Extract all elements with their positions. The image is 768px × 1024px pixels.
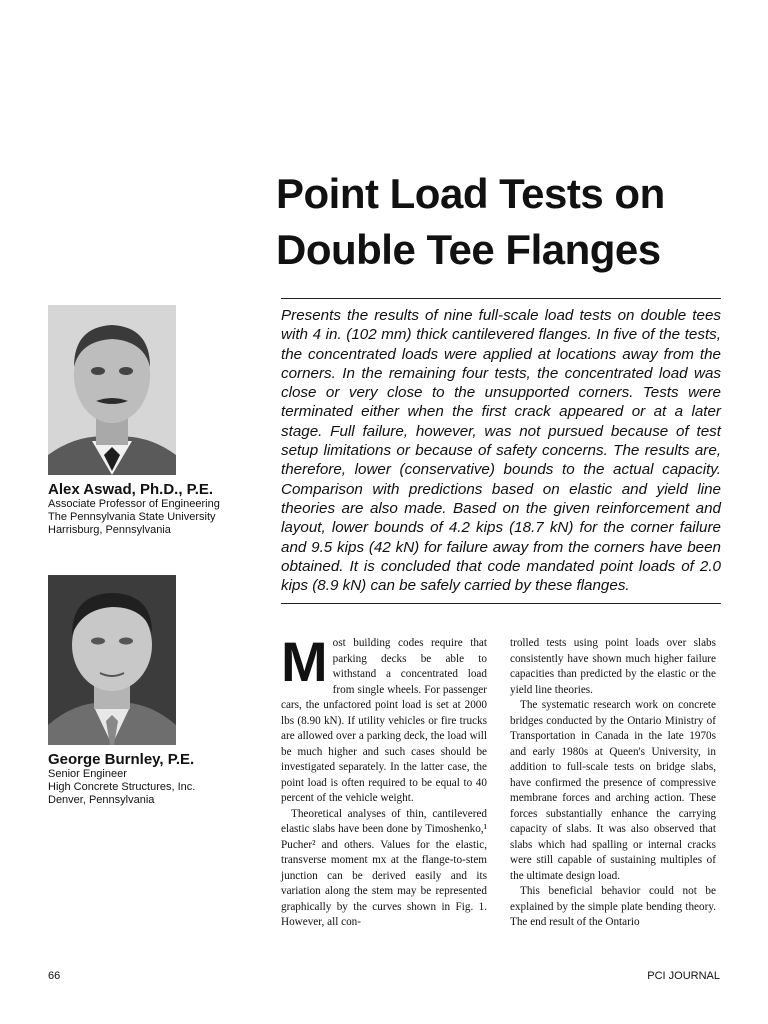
journal-name: PCI JOURNAL	[647, 970, 720, 982]
paragraph-text: ost building codes require that parking decks be able to withstand a concentrated load from single wheels. For passenger cars, the unfactored point load is set at 2000 lbs (8.90 kN). If utility vehicles or fire trucks are allowed over a parking deck, the load will be much higher and such cases should be investigated separately. In the latter case, the point load is often required to be equal to 40 percent of the vehicle weight.	[281, 637, 487, 804]
page-number: 66	[48, 970, 61, 982]
drop-cap: M	[281, 630, 328, 693]
author-photo-1	[48, 305, 176, 475]
author-location: Harrisburg, Pennsylvania	[48, 524, 171, 536]
body-column-1	[281, 630, 487, 931]
paragraph	[281, 630, 487, 807]
author-name: George Burnley, P.E.	[48, 751, 195, 768]
body-column-2	[510, 636, 716, 931]
author-name: Alex Aswad, Ph.D., P.E.	[48, 481, 214, 498]
author-photo-2	[48, 575, 176, 745]
author-title: Senior Engineer	[48, 768, 127, 780]
author-location: Denver, Pennsylvania	[48, 794, 155, 806]
author-block-2	[48, 575, 248, 807]
paragraph: Theoretical analyses of thin, cantilevered elastic slabs have been done by Timoshenko,¹ Pucher² and others. Values for the elastic, transverse moment mx at the flange-to-stem junction can be derived easily and its variation along the stem may be represented graphically by the curves shown in Fig. 1. However, all con-	[281, 807, 487, 928]
author-affiliation: High Concrete Structures, Inc.	[48, 781, 196, 793]
abstract-text: Presents the results of nine full-scale load tests on double tees with 4 in. (102 mm) thick cantilevered flanges. In five of the tests, the concentrated loads were applied at locations away from the corners. In the remaining four tests, the concentrated load was close or very close to the unsupported corners. Tests were terminated either when the first crack appeared or at a later stage. Full failure, however, was not pursued because of test setup limitations or because of safety concerns. The results are, therefore, lower (conservative) bounds to the actual capacity. Comparison with predictions based on elastic and yield line theories are also made. Based on the given reinforcement and layout, lower bounds of 4.2 kips (18.7 kN) for the corner failure and 9.5 kips (42 kN) for failure away from the corners have been obtained. It is concluded that code mandated point loads of 2.0 kips (8.9 kN) can be safely carried by these flanges.	[281, 307, 721, 595]
author-block-1	[48, 305, 248, 537]
paragraph: trolled tests using point loads over slabs consistently have shown much higher failure capacities than predicted by the elastic or the yield line theories.	[510, 637, 716, 696]
abstract	[281, 298, 721, 604]
article-title: Point Load Tests on Double Tee Flanges	[276, 170, 665, 273]
author-title: Associate Professor of Engineering	[48, 498, 220, 510]
author-affiliation: The Pennsylvania State University	[48, 511, 216, 523]
paragraph: The systematic research work on concrete bridges conducted by the Ontario Ministry of Transportation in Canada in the late 1970s and early 1980s at Queen's University, in addition to full-scale tests on bridge slabs, have confirmed the presence of compressive membrane forces and arching action. These forces substantially enhance the carrying capacity of slabs. It was also observed that slabs which had spalling or internal cracks were still capable of sustaining multiples of the ultimate design load.	[510, 699, 716, 882]
paragraph: This beneficial behavior could not be explained by the simple plate bending theory. The end result of the Ontario	[510, 885, 716, 928]
